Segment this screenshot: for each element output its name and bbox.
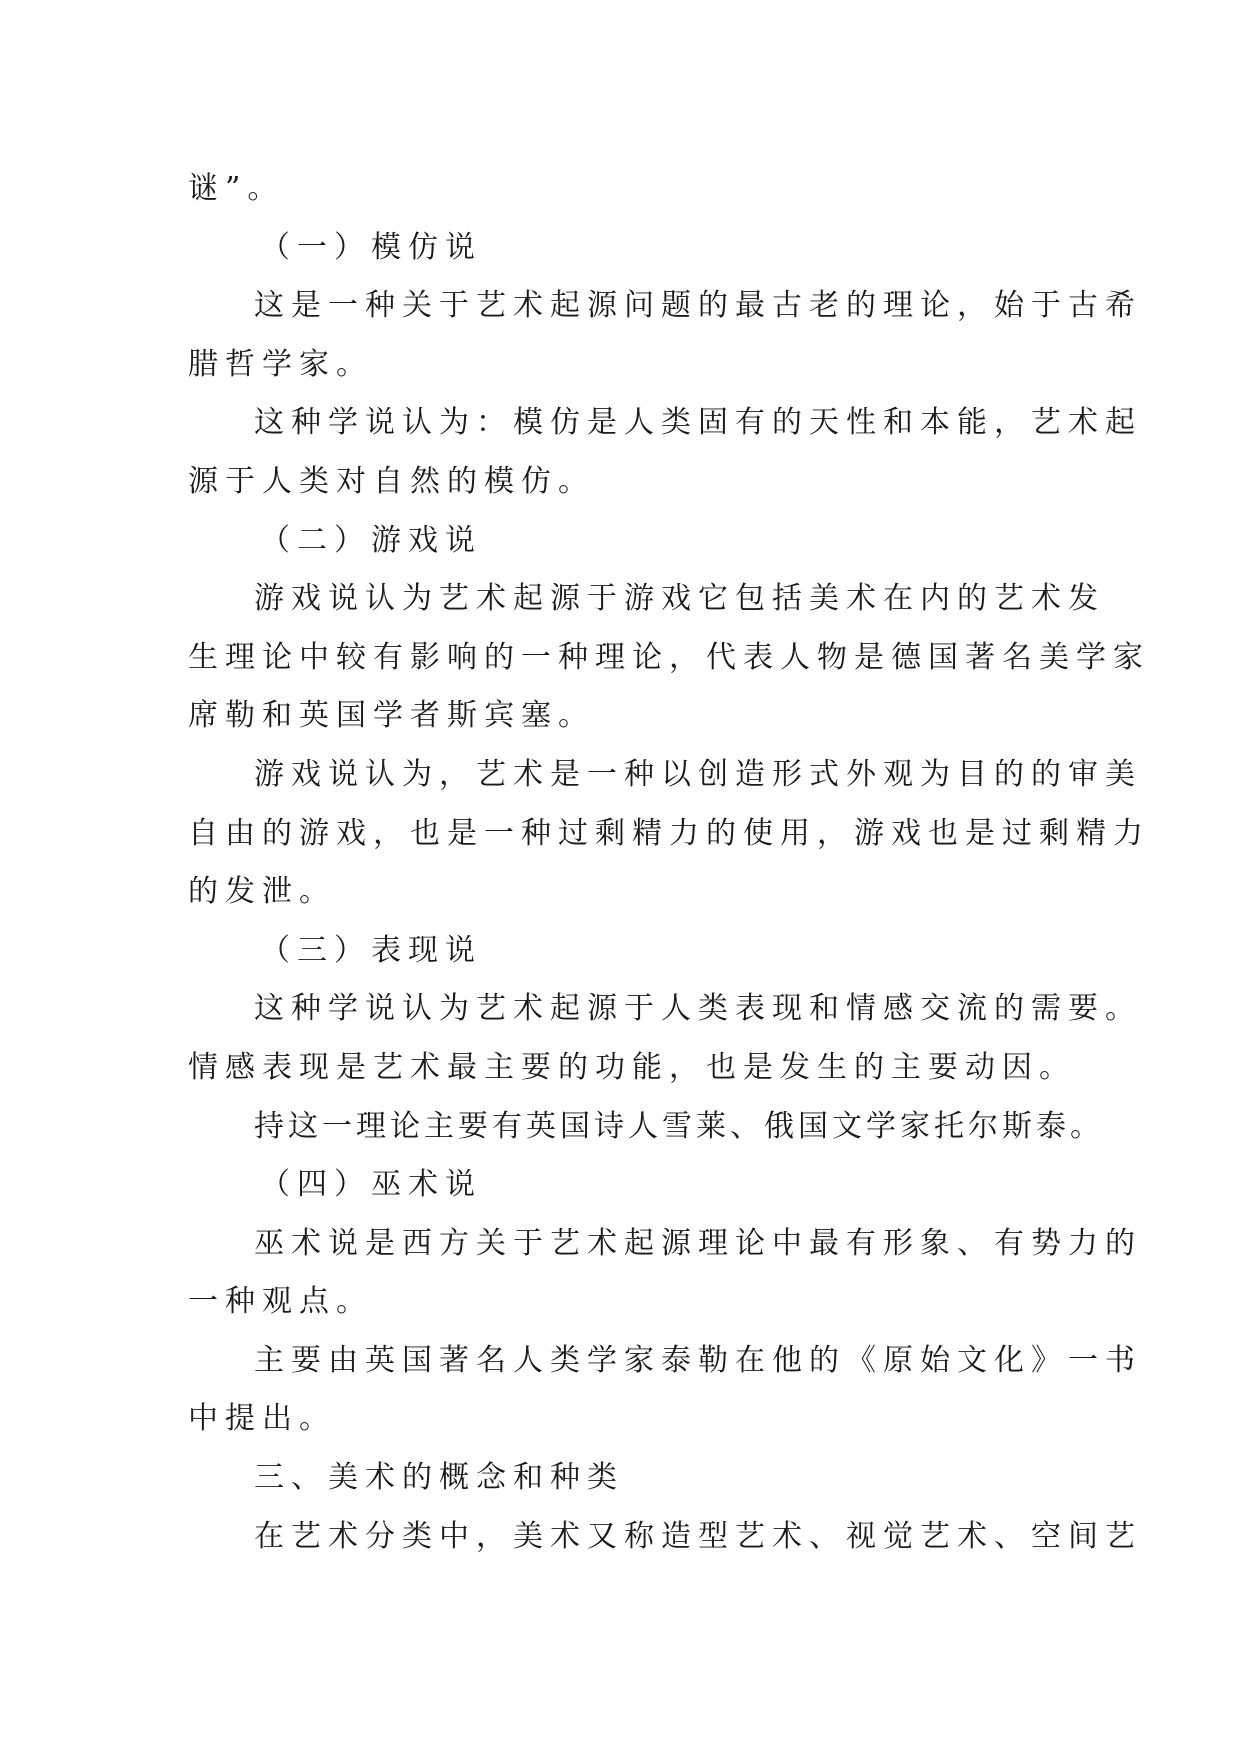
paragraph-line: 游戏说认为，艺术是一种以创造形式外观为目的的审美: [254, 756, 1142, 792]
paragraph-line: 巫术说是西方关于艺术起源理论中最有形象、有势力的: [254, 1225, 1142, 1261]
paragraph-line: 谜”。: [188, 171, 285, 206]
paragraph-line: 自由的游戏，也是一种过剩精力的使用，游戏也是过剩精力: [188, 815, 1150, 851]
paragraph-line: 腊哲学家。: [188, 346, 373, 382]
section-heading: （一）模仿说: [260, 229, 482, 265]
section-heading: （三）表现说: [260, 932, 482, 968]
paragraph-line: 持这一理论主要有英国诗人雪莱、俄国文学家托尔斯泰。: [254, 1108, 1104, 1144]
paragraph-line: 源于人类对自然的模仿。: [188, 463, 595, 499]
paragraph-line: 一种观点。: [188, 1284, 373, 1320]
paragraph-line: 中提出。: [188, 1401, 336, 1437]
paragraph-line: 情感表现是艺术最主要的功能，也是发生的主要动因。: [188, 1049, 1076, 1085]
paragraph-line: 这种学说认为：模仿是人类固有的天性和本能，艺术起: [254, 405, 1142, 441]
paragraph-line: 游戏说认为艺术起源于游戏它包括美术在内的艺术发: [254, 581, 1105, 617]
paragraph-line: 在艺术分类中，美术又称造型艺术、视觉艺术、空间艺: [254, 1518, 1142, 1554]
paragraph-line: 生理论中较有影响的一种理论，代表人物是德国著名美学家: [188, 639, 1150, 675]
chapter-heading: 三、美术的概念和种类: [254, 1460, 624, 1496]
paragraph-line: 主要由英国著名人类学家泰勒在他的《原始文化》一书: [254, 1342, 1142, 1378]
paragraph-line: 的发泄。: [188, 874, 336, 910]
paragraph-line: 席勒和英国学者斯宾塞。: [188, 698, 595, 734]
paragraph-line: 这种学说认为艺术起源于人类表现和情感交流的需要。: [254, 991, 1142, 1027]
section-heading: （二）游戏说: [260, 522, 482, 558]
section-heading: （四）巫术说: [260, 1167, 482, 1203]
paragraph-line: 这是一种关于艺术起源问题的最古老的理论，始于古希: [254, 288, 1142, 324]
document-body: [188, 160, 1150, 1566]
